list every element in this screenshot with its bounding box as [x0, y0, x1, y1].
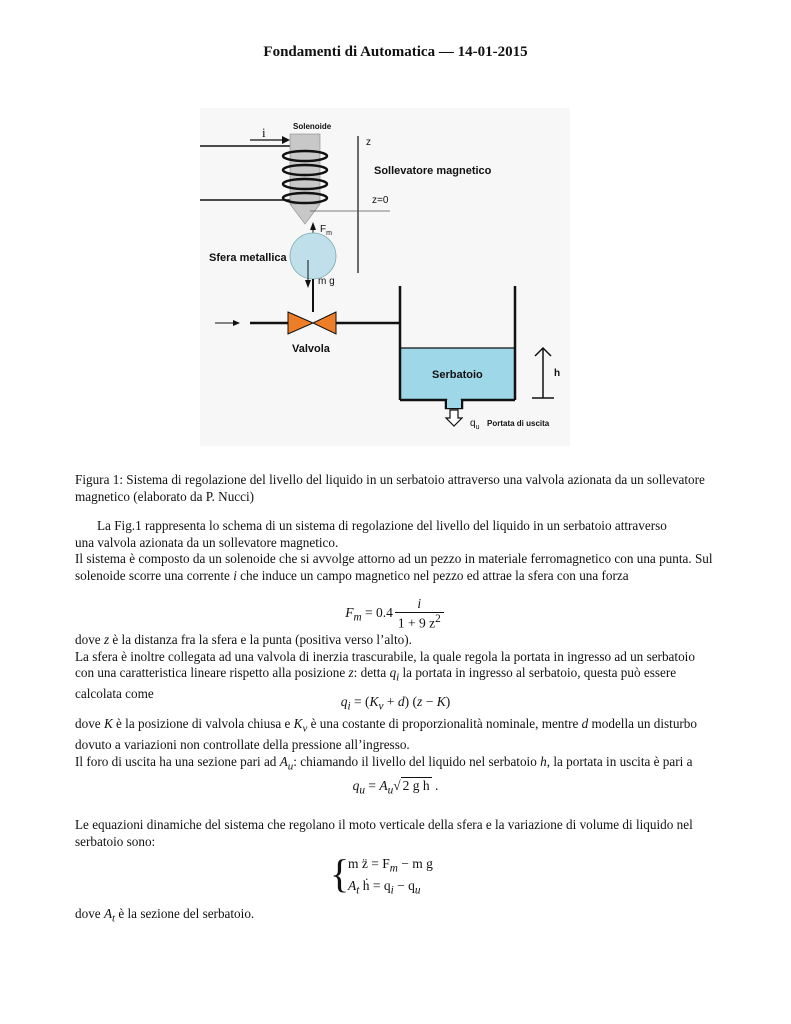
body-text-3 — [75, 716, 717, 775]
paragraph-parameters: dove K è la posizione di valvola chiusa e $K_v$ è una costante di proporzionalità nominale, mentre d modella un disturbo dovuto a variazioni non controllate della pressione all’ingresso. — [75, 716, 697, 753]
paragraph-intro: La Fig.1 rappresenta lo schema di un sistema di regolazione del livello del liquido in un serbatoio attraverso una valvola azionata da un sollevatore magnetico. — [75, 518, 667, 550]
outlet-arrow — [446, 410, 462, 426]
weight-label: m g — [318, 276, 335, 287]
valve-right-triangle — [313, 312, 336, 334]
sphere-label: Sfera metallica — [209, 252, 287, 264]
paragraph-valve: La sfera è inoltre collegata ad una valvola di inerzia trascurabile, la quale regola la portata in ingresso ad un serbatoio con una caratteristica lineare rispetto alla posizione z: detta $q_i$ la portata in ingresso al serbatoio, questa può essere calcolata come — [75, 648, 695, 702]
z-axis-label: z — [366, 137, 371, 148]
outflow-symbol: $q_u$ — [470, 418, 480, 431]
tank-label: Serbatoio — [432, 369, 483, 381]
inlet-arrowhead — [233, 320, 240, 326]
page-title: Fondamenti di Automatica — 14-01-2015 — [263, 44, 528, 60]
paragraph-dynamics: Le equazioni dinamiche del sistema che regolano il moto verticale della sfera e la variazione di volume di liquido nel serbatoio sono: — [75, 817, 693, 849]
system-eq-tank: $A_t$ ḣ = $q_i - q_u$ — [348, 878, 421, 897]
z-zero-label: z=0 — [372, 195, 389, 206]
current-arrowhead — [282, 136, 290, 144]
equation-system — [330, 852, 490, 902]
body-text-4 — [75, 817, 717, 850]
current-label: i — [262, 125, 266, 140]
outlet-water — [447, 400, 461, 408]
metal-sphere — [290, 233, 336, 279]
solenoid-label: Solenoide — [293, 122, 332, 131]
level-label: h — [554, 368, 561, 379]
equation-inflow: $q_i = (K_v + d) (z - K)$ — [340, 694, 451, 713]
body-text-2 — [75, 632, 717, 703]
valve-label: Valvola — [292, 343, 330, 355]
paragraph-outlet: Il foro di uscita ha una sezione pari ad $A_u$: chiamando il livello del liquido nel serbatoio h, la portata in uscita è pari a — [75, 753, 693, 773]
paragraph-tank-section: dove $A_t$ è la sezione del serbatoio. — [75, 906, 255, 925]
figure-caption: Figura 1: Sistema di regolazione del livello del liquido in un serbatoio attraverso una valvola azionata da un sollevatore magnetico (elaborato da P. Nucci) — [75, 472, 705, 504]
equation-outflow: $q_u = A_u√$ 2 g h . — [352, 778, 439, 797]
system-brace: { — [330, 851, 350, 896]
force-label: $F_m$ — [320, 224, 332, 237]
force-arrowhead — [310, 222, 316, 230]
body-text-5 — [75, 906, 717, 927]
paragraph-solenoid: Il sistema è composto da un solenoide che si avvolge attorno ad un pezzo in materiale ferromagnetico con una punta. Sul solenoide scorre una corrente i che induce un campo magnetico nel pezzo ed attrae la sfera con una forza — [75, 551, 713, 583]
valve-left-triangle — [288, 312, 313, 334]
figure-diagram — [200, 108, 570, 446]
diagram-drawing — [200, 108, 570, 446]
lifter-label: Sollevatore magnetico — [374, 165, 492, 177]
weight-arrowhead — [305, 280, 311, 288]
solenoid-tip — [290, 204, 320, 224]
paragraph-distance: dove z è la distanza fra la sfera e la punta (positiva verso l’alto). — [75, 632, 412, 647]
outflow-label: Portata di uscita — [487, 419, 550, 428]
body-text — [75, 518, 717, 584]
system-eq-sphere: m z̈ = $F_m - m$ g — [348, 856, 433, 875]
equation-force: $F_m = 0.4$ $\frac{i}{1 + 9 z^2}$ — [0, 596, 791, 632]
